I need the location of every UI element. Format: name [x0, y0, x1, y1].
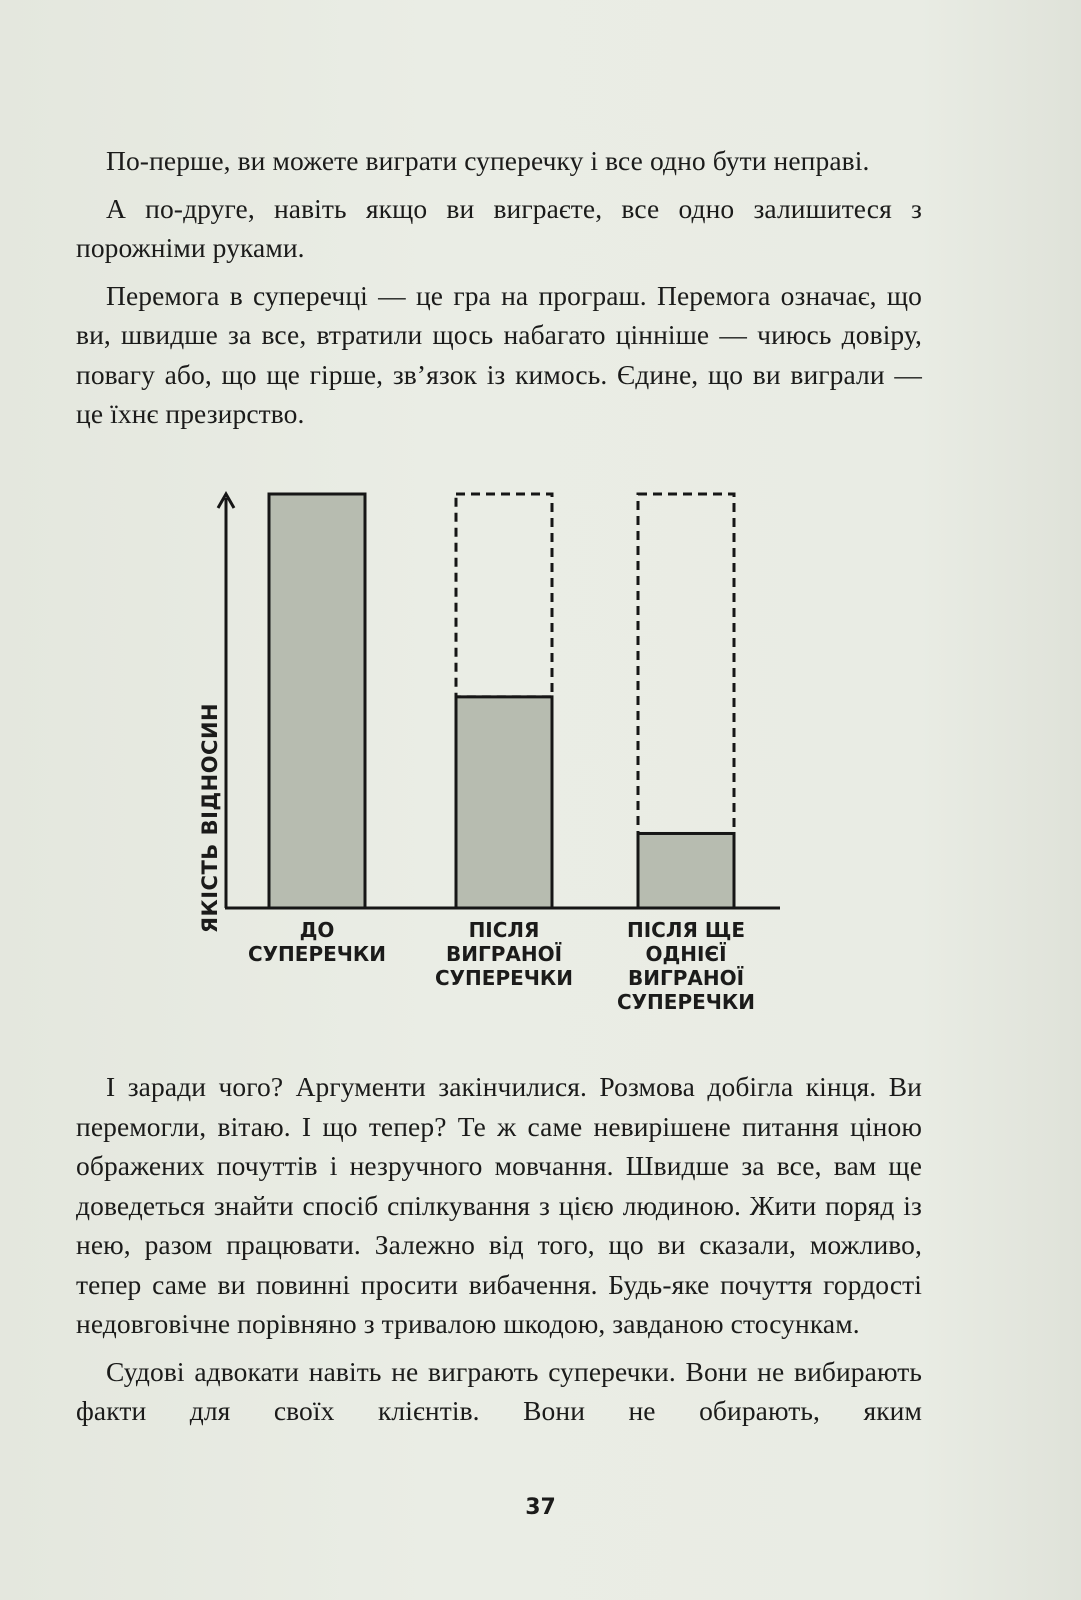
chart-x-label-after-one: ПІСЛЯ ВИГРАНОЇ СУПЕРЕЧКИ	[434, 918, 574, 990]
bottom-text-block	[76, 1067, 922, 1439]
chart-x-label-before: ДО СУПЕРЕЧКИ	[247, 918, 387, 966]
chart-dashed-outline-after-two	[638, 494, 734, 833]
chart-bar-before	[269, 494, 365, 908]
paragraph-what-for: І заради чого? Аргументи закінчилися. Розмова добігла кінця. Ви перемогли, вітаю. І що тепер? Те ж саме невирішене питання ціною ображених почуттів і незручного мовчання. Швидше за все, вам ще доведеться знайти спосіб спілкування з цією людиною. Жити поряд із нею, разом працювати. Залежно від того, що ви сказали, можливо, тепер саме ви повинні просити вибачення. Будь-яке почуття гордості недовговічне порівняно з тривалою шкодою, завданою стосункам.	[76, 1071, 922, 1339]
chart-y-axis-label: ЯКІСТЬ ВІДНОСИН	[198, 702, 222, 934]
paragraph-first: По-перше, ви можете виграти суперечку і все одно бути неправі.	[106, 145, 870, 176]
paragraph-lawyers: Судові адвокати навіть не виграють суперечки. Вони не вибирають факти для своїх клієнтів. Вони не обирають, яким	[76, 1355, 922, 1426]
paragraph-victory: Перемога в суперечці — це гра на програш. Перемога означає, що ви, швидше за все, втратили щось набагато цінніше — чиюсь довіру, повагу або, що ще гірше, зв’язок із кимось. Єдине, що ви виграли — це їхнє презирство.	[76, 279, 922, 429]
chart-x-label-after-two: ПІСЛЯ ЩЕ ОДНІЄЇ ВИГРАНОЇ СУПЕРЕЧКИ	[616, 918, 756, 1014]
relationship-quality-chart	[180, 488, 820, 1028]
top-text-block	[76, 141, 922, 442]
chart-bar-after-two	[638, 833, 734, 908]
chart-bar-after-one	[456, 697, 552, 908]
page-number: 37	[525, 1495, 556, 1520]
chart-dashed-outline-after-one	[456, 494, 552, 697]
paragraph-second: А по-друге, навіть якщо ви виграєте, все одно залишитеся з порожніми руками.	[76, 192, 922, 263]
